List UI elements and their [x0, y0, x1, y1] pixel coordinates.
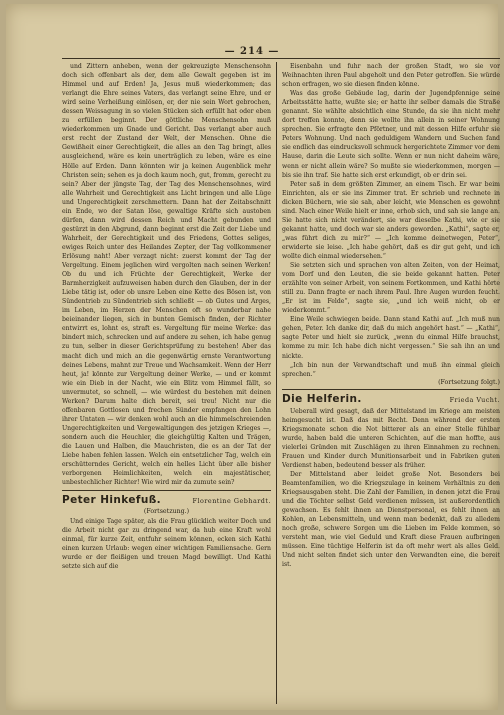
left-column	[62, 62, 271, 707]
article-paragraph: Der Mittelstand aber leidet große Not. Besonders bei Beamtenfamilien, wo die Kriegszulage in keinem Verhältnis zu den Kriegsausgaben steht. Die Zahl der Familien, in denen jetzt die Frau und die Töchter selbst Geld verdienen müssen, ist außerordentlich gewachsen. Es fehlt ihnen an Dienstpersonal, es fehlt ihnen an Kohlen, an Lebensmitteln, und wenn man bedenkt, daß zu alledem noch große, schwere Sorgen um die Lieben im Felde kommen, so versteht man, wie viel Geduld und Kraft diese Frauen aufbringen müssen. Eine tüchtige Helferin ist da oft mehr wert als alles Geld. Und nicht selten findet sich unter den Verwandten eine, die bereit ist.	[282, 470, 500, 569]
story-paragraph: Peter saß in dem größten Zimmer, an einem Tisch. Er war beim Einrichten, als er sie ins Zimmer trat. Er schrieb und rechnete in dicken Büchern, wie sie sah, aber leicht, wie Menschen es gewohnt sind. Nach einer Weile hielt er inne, erhob sich, und sah sie lange an. Sie hatte sich nicht verändert, sie war dieselbe Kathi, wie er sie gekannt hatte, und doch war sie anders geworden. „Kathi“, sagte er, „was führt dich zu mir?“ — „Ich komme deinetwegen, Peter“, erwiderte sie leise. „Ich habe gehört, daß es dir gut geht, und ich wollte dich einmal wiedersehen.“	[282, 180, 500, 260]
story-paragraph: Eisenbahn und fuhr nach der großen Stadt, wo sie vor Weihnachten ihren Paul abgeholt und den Peter getroffen. Sie würde schon erfragen, wo sie diesen finden könne.	[282, 63, 500, 89]
story-continuation-text	[282, 62, 500, 379]
page-number: — 214 —	[224, 46, 280, 57]
column-divider	[276, 62, 277, 704]
right-column	[282, 62, 500, 707]
sermon-text	[62, 62, 271, 487]
story-paragraph: Sie setzten sich und sprachen von alten Zeiten, von der Heimat, vom Dorf und den Leuten, die sie beide gekannt hatten. Peter erzählte von seiner Arbeit, von seinem Fortkommen, und Kathi hörte still zu. Dann fragte er nach ihrem Paul. Ihre Augen wurden feucht. „Er ist im Felde“, sagte sie, „und ich weiß nicht, ob er wiederkommt.“	[282, 262, 500, 315]
section-rule	[62, 490, 271, 491]
article-text	[282, 407, 500, 570]
sermon-paragraph: und Zittern anheben, wenn der gekreuzigte Menschensohn doch sich offenbart als der, dem alle Gewalt gegeben ist im Himmel und auf Erden! Ja, Jesus muß wiederkommen; das verlangt die Ehre seines Vaters, das verlangt seine Ehre, und er wird seine Verheißung einlösen, er, der nie sein Wort gebrochen, dessen Weissagung in so vielen Stücken sich erfüllt hat oder eben zu erfüllen beginnt. Der göttliche Menschensohn muß wiederkommen um Gnade und Gericht. Das verlangt aber auch erst recht der Zustand der Welt, der Menschen. Ohne die Gewißheit einer Gerechtigkeit, die alles an den Tag bringt, alles ausgleichend, wäre es kein unerträglich zu leben, wäre es eine Hölle auf Erden. Dann könnten wir ja keinen Augenblick mehr Christen sein; sehen es ja doch kaum noch, gut, fromm, gerecht zu sein? Aber der jüngste Tag, der Tag des Menschensohnes, wird alle Wahrheit und Gerechtigkeit ans Licht bringen und alle Lüge und Ungerechtigkeit zerschmettern. Dann hat der Zeitabschnitt ein Ende, wo der Satan löse, gewaltige Kräfte sich austoben dürfen, dann wird dessen Reich und Macht gebunden und gestürzt in den Abgrund, dann beginnt erst die Zeit der Liebe und Wahrheit, der Gerechtigkeit und des Friedens, Gottes seliges, ewiges Reich unter des Heilandes Zepter, der Tag vollkommener Erlösung naht! Aber verzagt nicht: zuerst kommt der Tag der Vergeltung. Einem jeglichen wird vergolten nach seinen Werken! Ob du und ich Früchte der Gerechtigkeit, Werke der Barmherzigkeit aufzuweisen haben durch den Glauben, der in der Liebe tätig ist, oder ob unsre Leben eine Kette des Bösen ist, von Sündentrieb zu Sündentrieb sich schließt — ob Gutes und Arges, im Leben, im Herzen der Menschen oft so wunderbar nahe beieinander liegen, sich in bunten Gemisch finden, der Richter entwirrt es, lohnt es, straft es. Vergeltung für meine Werke: das bindert mich, schrecken und auf andere zu sehen, ich habe genug zu tun, selber in dieser Gerichtsprüfung zu bestehen! Aber das macht dich und mich an die gegenwärtig ernste Verantwortung deines Lebens, mahnt zur Treue und Wachsamkeit. Wenn der Herr heut, ja! könnte zur Vergeltung deiner Werke, — und er kommt wie ein Dieb in der Nacht, wie ein Blitz vom Himmel fällt, so unvermutet, so schnell, — wie würdest du bestehen mit deinen Werken? Darum halte dich bereit, sei treu! Nicht nur die offenbaren Gottlosen und frechen Sünder empfangen den Lohn ihrer Untaten — wir denken wohl auch an die himmelschreienden Ungerechtigkeiten und Vergewaltigungen des jetzigen Krieges —, sondern auch die Heuchler, die gleichgültig Kalten und Trägen, die Lauen und Halben, die Mauchristen, die es an der Tat der Liebe haben fehlen lassen. Welch ein entsetzlicher Tag, welch ein erschütterndes Gericht, welch ein helles Licht über alle bisher verborgenen Heimlichkeiten, welch ein majestätischer, unbestechlicher Richter! Wie wird mir da zumute sein?	[62, 63, 271, 487]
story-title: Peter Hinkefuß.	[62, 494, 162, 507]
article-author: Frieda Vucht.	[449, 395, 500, 404]
article-heading-row	[282, 393, 500, 405]
article-title: Die Helferin.	[282, 392, 362, 405]
story-paragraph: Und einige Tage später, als die Frau glücklich weiter Doch und die Arbeit nicht gar zu dringend war, da hub eine Kraft wohl einmal, für kurze Zeit, entfuhr seinem können, ecken sich Kathi einen kurzen Urlaub: wegen einer wichtigen Familiensache. Gern wurde er der fleißigen und treuen Magd bewilligt. Und Kathi setzte sich auf die	[62, 518, 271, 571]
story-text	[62, 517, 271, 571]
story-author: Florentine Gebhardt.	[192, 497, 271, 506]
header-rule	[62, 58, 500, 59]
story-paragraph: „Ich bin nun der Verwandtschaft und muß ihn einmal gleich sprechen.“	[282, 361, 500, 378]
continuation-note: (Fortsetzung folgt.)	[438, 378, 500, 386]
story-paragraph: Eine Weile schwiegen beide. Dann stand Kathi auf. „Ich muß nun gehen, Peter. Ich danke dir, daß du mich angehört hast.“ — „Kathi“, sagte Peter und hielt sie zurück, „wenn du einmal Hilfe brauchst, komme zu mir. Ich habe dich nicht vergessen.“ Sie sah ihn an und nickte.	[282, 316, 500, 360]
section-rule	[282, 389, 500, 390]
story-subtitle: (Fortsetzung.)	[143, 508, 190, 516]
story-paragraph: Was das große Gebäude lag, darin der Jugendpfennige seine Arbeitsstätte hatte, wußte sie; er hatte ihr selber damals die Straße genannt. Sie wählte absichtlich eine Stunde, da sie ihn nicht mehr dort treffen konnte, denn sie wollte ihn allein in seiner Wohnung sprechen. Sie erfragte den Pförtner, und mit dessen Hilfe erfuhr sie Peters Wohnung. Und nach geduldigem Wandern und Suchen fand sie endlich das eindrucksvoll schmuck hergerichtete Zimmer vor dem Hause, darin die Leute sich sollte. Wenn er nun nicht daheim wäre, wenn er nicht allein wäre? So mußte sie wiederkommen, morgen — bis sie ihn traf. Sie hatte sich erst erkundigt, ob er drin sei.	[282, 90, 500, 179]
article-paragraph: Ueberall wird gesagt, daß der Mittelstand im Kriege am meisten heimgesucht ist. Daß das mit Recht. Denn während der ersten Kriegsmonate schon die Not bitterer als an einer Stelle fühlbar wurde, haben bald die unteren Schichten, auf die man hoffte, aus vielerlei Gründen mit Zuschlägen zu ihren Einnahmen zu rechnen. Frauen und Kinder durch Munitionsarbeit und in Fabriken guten Verdienst haben, bedeutend besser als früher.	[282, 407, 500, 469]
story-heading-row	[62, 494, 271, 506]
